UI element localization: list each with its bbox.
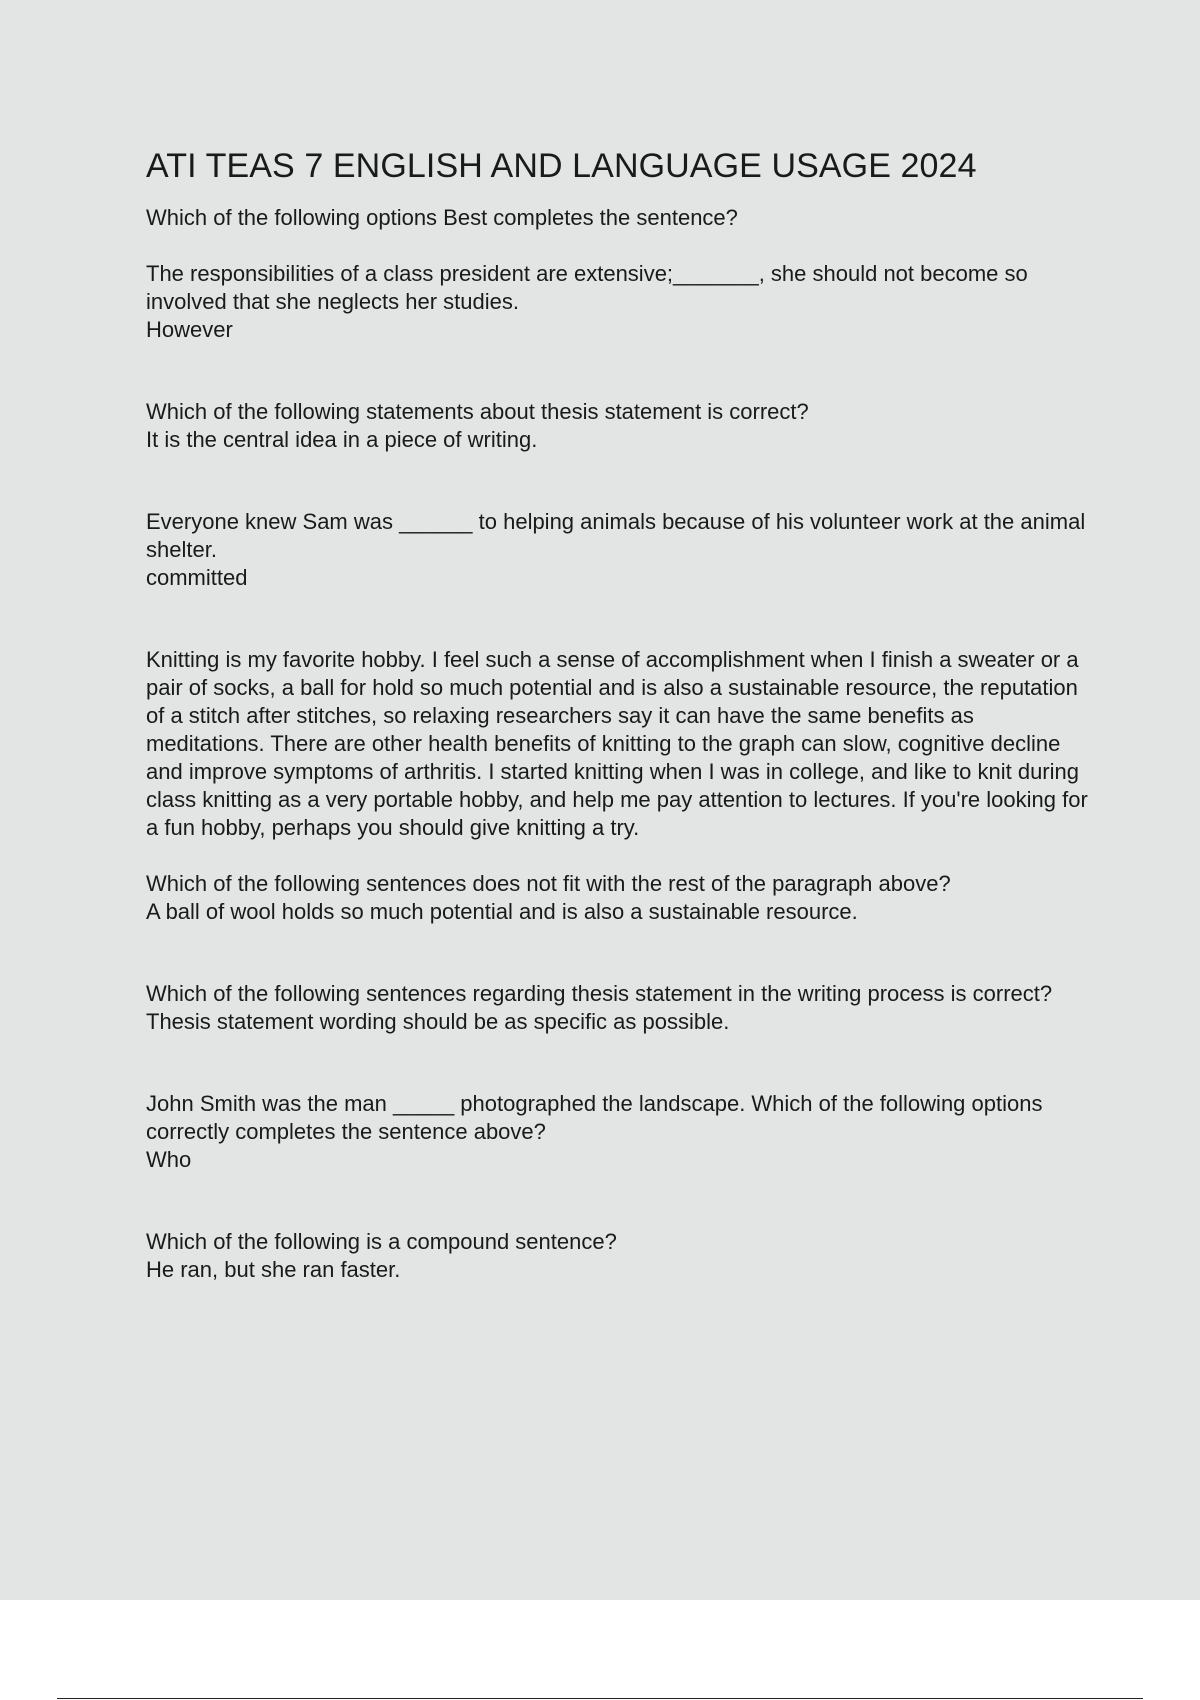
question-4-passage: Knitting is my favorite hobby. I feel such a sense of accomplishment when I finish a sweater or a pair of socks, a ball for hold so much potential and is also a sustainable resource, the reputation of a stitch after stitches, so relaxing researchers say it can have the same benefits as meditations. There are other health benefits of knitting to the graph can slow, cognitive decline and improve symptoms of arthritis. I started knitting when I was in college, and like to knit during class knitting as a very portable hobby, and help me pay attention to lectures. If you're looking for a fun hobby, perhaps you should give knitting a try. <box>146 647 1088 840</box>
question-3-text: Everyone knew Sam was ______ to helping animals because of his volunteer work at the animal shelter. <box>146 509 1086 562</box>
question-6-answer: Who <box>146 1147 192 1172</box>
spacer <box>146 454 1096 508</box>
question-1-text: The responsibilities of a class president are extensive;_______, she should not become so involved that she neglects her studies. <box>146 261 1028 314</box>
question-6-text: John Smith was the man _____ photographed the landscape. Which of the following options correctly completes the sentence above? <box>146 1091 1043 1144</box>
question-2 <box>146 398 1096 454</box>
question-2-text: Which of the following statements about thesis statement is correct? <box>146 399 809 424</box>
question-1 <box>146 204 1096 344</box>
question-1-prompt: Which of the following options Best completes the sentence? <box>146 205 738 230</box>
question-2-answer: It is the central idea in a piece of writing. <box>146 427 538 452</box>
question-4-group <box>146 870 1096 926</box>
question-7 <box>146 1228 1096 1284</box>
question-4 <box>146 646 1096 926</box>
question-6 <box>146 1090 1096 1174</box>
spacer <box>146 1036 1096 1090</box>
document-content <box>146 140 1096 1284</box>
question-3-answer: committed <box>146 565 248 590</box>
question-3 <box>146 508 1096 592</box>
spacer <box>146 926 1096 980</box>
question-5-text: Which of the following sentences regarding thesis statement in the writing process is correct? <box>146 981 1053 1006</box>
page-bottom-divider <box>57 1698 1143 1699</box>
question-1-answer: However <box>146 317 233 342</box>
question-4-answer: A ball of wool holds so much potential and is also a sustainable resource. <box>146 899 858 924</box>
spacer <box>146 592 1096 646</box>
spacer <box>146 344 1096 398</box>
spacer <box>146 1174 1096 1228</box>
question-7-text: Which of the following is a compound sentence? <box>146 1229 617 1254</box>
question-4-text: Which of the following sentences does not fit with the rest of the paragraph above? <box>146 871 951 896</box>
question-5-answer: Thesis statement wording should be as specific as possible. <box>146 1009 730 1034</box>
question-7-answer: He ran, but she ran faster. <box>146 1257 401 1282</box>
question-5 <box>146 980 1096 1036</box>
document-title: ATI TEAS 7 ENGLISH AND LANGUAGE USAGE 2024 <box>146 147 977 185</box>
